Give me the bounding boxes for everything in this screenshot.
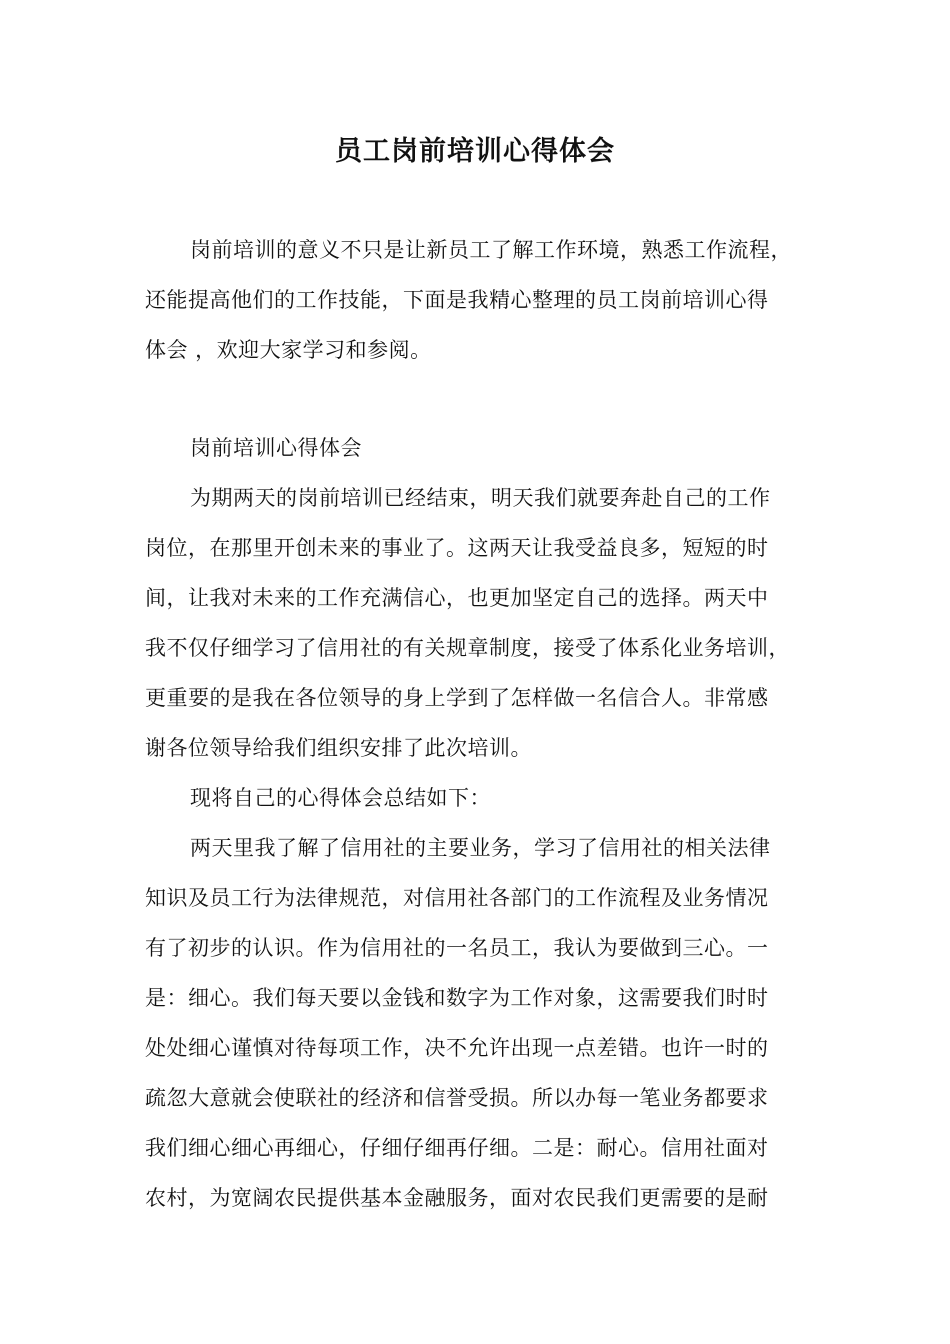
paragraph-line: 疏忽大意就会使联社的经济和信誉受损。所以办每一笔业务都要求 — [145, 1086, 769, 1110]
paragraph-line: 间，让我对未来的工作充满信心，也更加坚定自己的选择。两天中 — [145, 586, 769, 610]
paragraph-line: 体会 ，欢迎大家学习和参阅。 — [145, 338, 432, 362]
paragraph-line: 有了初步的认识。作为信用社的一名员工，我认为要做到三心。一 — [145, 936, 769, 960]
paragraph-line: 谢各位领导给我们组织安排了此次培训。 — [145, 736, 532, 760]
section-heading: 岗前培训心得体会 — [190, 436, 362, 460]
paragraph-line: 我们细心细心再细心，仔细仔细再仔细。二是：耐心。信用社面对 — [145, 1136, 769, 1160]
paragraph-line: 两天里我了解了信用社的主要业务，学习了信用社的相关法律 — [190, 836, 771, 860]
paragraph-line: 更重要的是我在各位领导的身上学到了怎样做一名信合人。非常感 — [145, 686, 769, 710]
paragraph-line: 我不仅仔细学习了信用社的有关规章制度，接受了体系化业务培训， — [145, 636, 790, 660]
paragraph-line: 岗位，在那里开创未来的事业了。这两天让我受益良多，短短的时 — [145, 536, 769, 560]
paragraph-line: 现将自己的心得体会总结如下： — [190, 786, 491, 810]
paragraph-line: 还能提高他们的工作技能，下面是我精心整理的员工岗前培训心得 — [145, 288, 769, 312]
paragraph-line: 为期两天的岗前培训已经结束，明天我们就要奔赴自己的工作 — [190, 486, 771, 510]
paragraph-line: 是：细心。我们每天要以金钱和数字为工作对象，这需要我们时时 — [145, 986, 769, 1010]
paragraph-line: 农村，为宽阔农民提供基本金融服务，面对农民我们更需要的是耐 — [145, 1186, 769, 1210]
paragraph-line: 知识及员工行为法律规范，对信用社各部门的工作流程及业务情况 — [145, 886, 769, 910]
document-title: 员工岗前培训心得体会 — [335, 136, 615, 167]
paragraph-line: 岗前培训的意义不只是让新员工了解工作环境，熟悉工作流程， — [190, 238, 792, 262]
paragraph-line: 处处细心谨慎对待每项工作，决不允许出现一点差错。也许一时的 — [145, 1036, 769, 1060]
